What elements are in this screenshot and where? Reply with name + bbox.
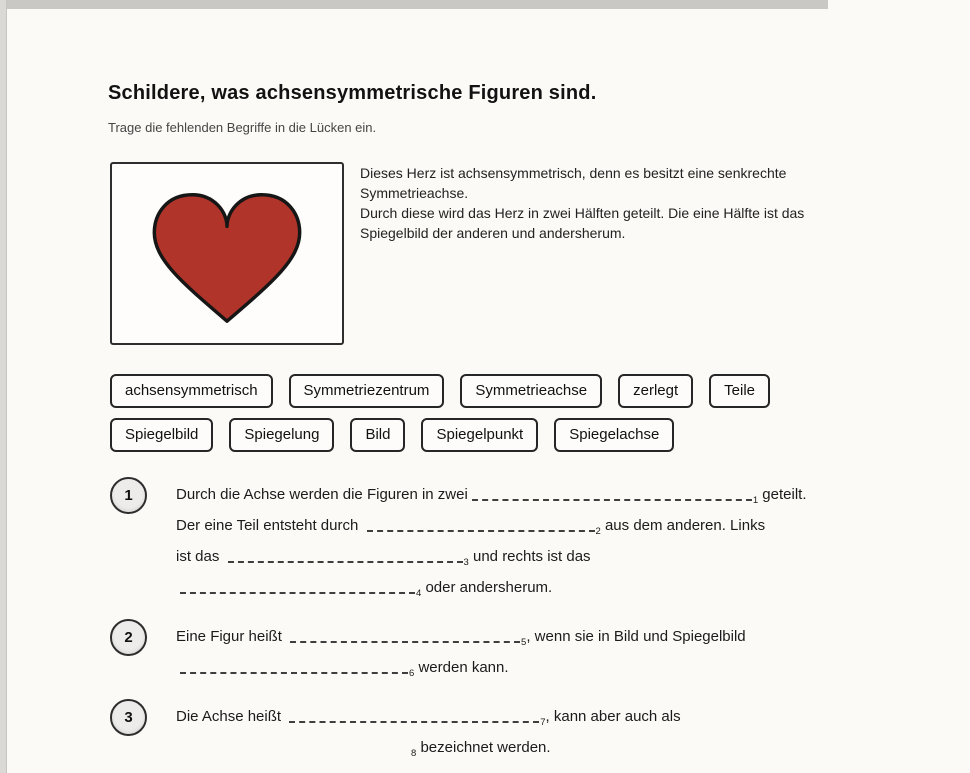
question-1 (110, 477, 807, 603)
word-chip-bild[interactable]: Bild (350, 418, 405, 452)
blank-dashed-line[interactable] (289, 711, 539, 723)
word-chip-spiegelachse[interactable]: Spiegelachse (554, 418, 674, 452)
question-line (176, 732, 681, 763)
blank-index-number: 7 (540, 717, 546, 728)
window-left-edge (0, 0, 7, 773)
blank-field-4[interactable] (180, 572, 421, 609)
word-chip-spiegelung[interactable]: Spiegelung (229, 418, 334, 452)
word-chip-symmetrieachse[interactable]: Symmetrieachse (460, 374, 602, 408)
question-text: Durch die Achse werden die Figuren in zwei (176, 486, 468, 503)
question-text: oder andersherum. (421, 579, 553, 596)
question-text: Der eine Teil entsteht durch (176, 517, 363, 534)
question-number-badge: 2 (110, 619, 147, 656)
question-line (176, 621, 746, 652)
question-text: geteilt. (758, 486, 807, 503)
question-text: , kann aber auch als (545, 708, 681, 725)
word-bank-row-1 (110, 374, 770, 408)
word-chip-symmetriezentrum[interactable]: Symmetriezentrum (289, 374, 445, 408)
window-top-edge (0, 0, 828, 9)
question-line (176, 652, 746, 683)
blank-dashed-line[interactable] (290, 631, 520, 643)
question-line (176, 572, 807, 603)
blank-index-number: 1 (752, 495, 759, 506)
question-number-badge: 3 (110, 699, 147, 736)
question-text: Die Achse heißt (176, 708, 286, 725)
indent-spacer (176, 751, 406, 752)
word-chip-spiegelpunkt[interactable]: Spiegelpunkt (421, 418, 538, 452)
example-description-line: Durch diese wird das Herz in zwei Hälften geteilt. Die eine Hälfte ist das (360, 205, 805, 221)
example-description-line: Spiegelbild der anderen und andersherum. (360, 225, 626, 241)
question-line (176, 479, 807, 510)
question-text: aus dem anderen. Links (600, 517, 766, 534)
blank-dashed-line[interactable] (472, 489, 752, 501)
question-line (176, 510, 807, 541)
blank-index-number: 4 (416, 588, 422, 599)
heart-icon (148, 175, 306, 333)
word-chip-teile[interactable]: Teile (709, 374, 770, 408)
page-subtitle: Trage die fehlenden Begriffe in die Lücken ein. (108, 120, 377, 135)
question-lines (176, 477, 807, 603)
blank-dashed-line[interactable] (180, 662, 408, 674)
question-number-badge: 1 (110, 477, 147, 514)
question-text: werden kann. (414, 659, 509, 676)
question-lines (176, 619, 746, 683)
blank-index-number: 8 (411, 748, 417, 759)
blank-dashed-line[interactable] (180, 582, 415, 594)
word-chip-spiegelbild[interactable]: Spiegelbild (110, 418, 213, 452)
blank-index-number: 6 (409, 668, 415, 679)
example-image-frame (110, 162, 344, 345)
blank-dashed-line[interactable] (367, 520, 595, 532)
question-text: bezeichnet werden. (416, 739, 551, 756)
question-line (176, 701, 681, 732)
example-description-line: Dieses Herz ist achsensymmetrisch, denn es besitzt eine senkrechte (360, 165, 787, 181)
question-3 (110, 699, 681, 763)
question-line (176, 541, 807, 572)
blank-field-6[interactable] (180, 652, 414, 689)
blank-index-number: 2 (595, 526, 601, 537)
example-description-line: Symmetrieachse. (360, 185, 469, 201)
question-lines (176, 699, 681, 763)
question-text: ist das (176, 548, 224, 565)
question-text: , wenn sie in Bild und Spiegelbild (526, 628, 746, 645)
page-title: Schildere, was achsensymmetrische Figuren sind. (108, 82, 597, 104)
word-chip-achsensymmetrisch[interactable]: achsensymmetrisch (110, 374, 273, 408)
example-description (360, 163, 890, 243)
blank-index-number: 3 (463, 557, 469, 568)
question-text: und rechts ist das (468, 548, 591, 565)
blank-index-number: 5 (521, 637, 527, 648)
word-bank-row-2 (110, 418, 674, 452)
question-2 (110, 619, 746, 683)
word-chip-zerlegt[interactable]: zerlegt (618, 374, 693, 408)
blank-dashed-line[interactable] (228, 551, 463, 563)
question-text: Eine Figur heißt (176, 628, 287, 645)
